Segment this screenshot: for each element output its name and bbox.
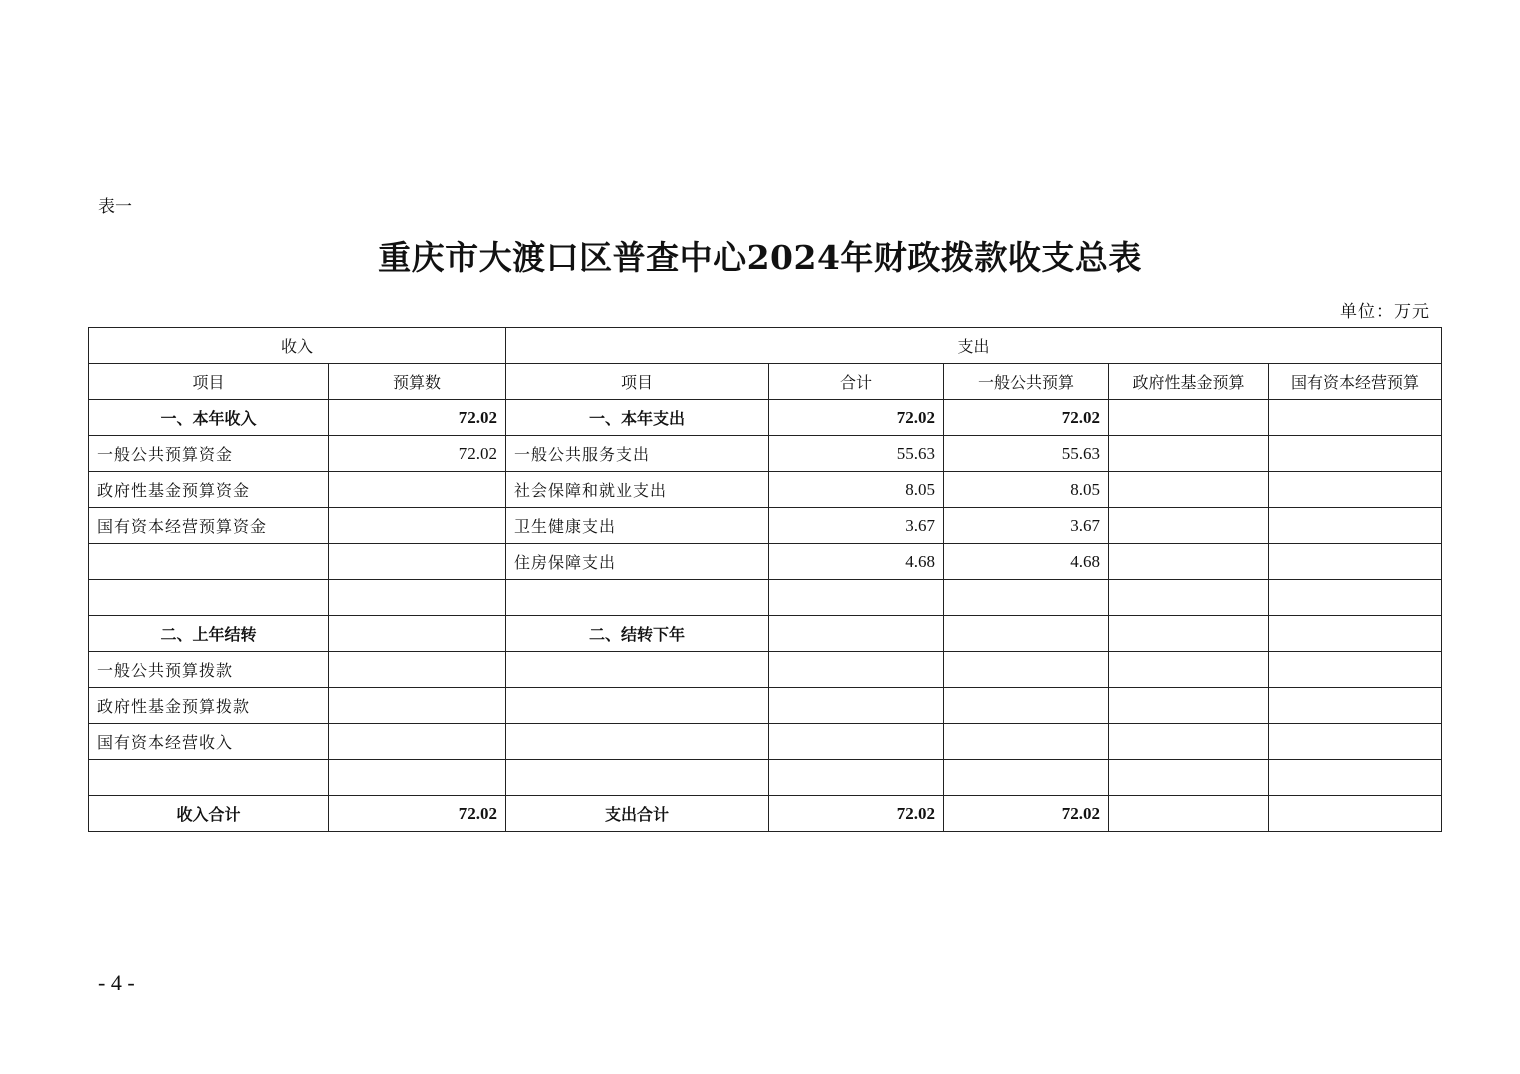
income-value-cell: [329, 472, 506, 508]
state-capital-cell: [1269, 796, 1442, 832]
state-capital-cell: [1269, 652, 1442, 688]
budget-header: 预算数: [329, 364, 506, 400]
income-value-cell: [329, 760, 506, 796]
general-budget-cell: 8.05: [944, 472, 1109, 508]
income-value-cell: [329, 724, 506, 760]
income-item-cell: [89, 544, 329, 580]
general-budget-cell: 55.63: [944, 436, 1109, 472]
state-capital-header: 国有资本经营预算: [1269, 364, 1442, 400]
income-item-cell: 国有资本经营收入: [89, 724, 329, 760]
total-cell: [769, 760, 944, 796]
gov-fund-cell: [1109, 508, 1269, 544]
page-number: - 4 -: [98, 970, 135, 995]
table-row: [89, 652, 1442, 688]
income-value-cell: [329, 544, 506, 580]
table-row: [89, 544, 1442, 580]
state-capital-cell: [1269, 472, 1442, 508]
state-capital-cell: [1269, 616, 1442, 652]
table-label: 表一: [98, 197, 132, 217]
header-row-group: [89, 328, 1442, 364]
income-item-cell: [89, 760, 329, 796]
state-capital-cell: [1269, 724, 1442, 760]
expense-item-cell: [506, 580, 769, 616]
expense-item-cell: 卫生健康支出: [506, 508, 769, 544]
gov-fund-cell: [1109, 796, 1269, 832]
general-budget-cell: 72.02: [944, 400, 1109, 436]
income-item-cell: 一般公共预算资金: [89, 436, 329, 472]
income-value-cell: [329, 688, 506, 724]
gov-fund-cell: [1109, 616, 1269, 652]
table-row: [89, 436, 1442, 472]
income-item-header: 项目: [89, 364, 329, 400]
total-cell: [769, 688, 944, 724]
income-value-cell: [329, 616, 506, 652]
expense-item-cell: 二、结转下年: [506, 616, 769, 652]
gov-fund-header: 政府性基金预算: [1109, 364, 1269, 400]
income-item-cell: 二、上年结转: [89, 616, 329, 652]
general-budget-cell: [944, 760, 1109, 796]
table-row: [89, 688, 1442, 724]
total-cell: 4.68: [769, 544, 944, 580]
income-value-cell: 72.02: [329, 796, 506, 832]
table-row: [89, 580, 1442, 616]
state-capital-cell: [1269, 544, 1442, 580]
expense-item-cell: [506, 760, 769, 796]
total-cell: 55.63: [769, 436, 944, 472]
gov-fund-cell: [1109, 400, 1269, 436]
expense-item-cell: 支出合计: [506, 796, 769, 832]
gov-fund-cell: [1109, 472, 1269, 508]
income-item-cell: 政府性基金预算拨款: [89, 688, 329, 724]
expense-item-cell: 社会保障和就业支出: [506, 472, 769, 508]
general-budget-cell: 3.67: [944, 508, 1109, 544]
page-title: 重庆市大渡口区普查中心2024年财政拨款收支总表: [378, 238, 1142, 277]
general-budget-cell: 4.68: [944, 544, 1109, 580]
expense-item-header: 项目: [506, 364, 769, 400]
total-cell: 8.05: [769, 472, 944, 508]
income-value-cell: [329, 652, 506, 688]
expense-item-cell: 一、本年支出: [506, 400, 769, 436]
general-budget-header: 一般公共预算: [944, 364, 1109, 400]
total-cell: [769, 580, 944, 616]
total-cell: [769, 652, 944, 688]
state-capital-cell: [1269, 580, 1442, 616]
expense-item-cell: [506, 652, 769, 688]
income-value-cell: 72.02: [329, 436, 506, 472]
general-budget-cell: [944, 580, 1109, 616]
general-budget-cell: [944, 616, 1109, 652]
general-budget-cell: 72.02: [944, 796, 1109, 832]
expense-item-cell: 一般公共服务支出: [506, 436, 769, 472]
income-item-cell: 一般公共预算拨款: [89, 652, 329, 688]
income-item-cell: [89, 580, 329, 616]
total-cell: 72.02: [769, 796, 944, 832]
budget-table: [88, 327, 1442, 832]
gov-fund-cell: [1109, 544, 1269, 580]
income-value-cell: [329, 580, 506, 616]
gov-fund-cell: [1109, 724, 1269, 760]
unit-label: 单位：万元: [1340, 302, 1430, 322]
header-row-columns: [89, 364, 1442, 400]
income-item-cell: 收入合计: [89, 796, 329, 832]
income-value-cell: 72.02: [329, 400, 506, 436]
total-cell: [769, 724, 944, 760]
gov-fund-cell: [1109, 652, 1269, 688]
general-budget-cell: [944, 688, 1109, 724]
state-capital-cell: [1269, 688, 1442, 724]
income-item-cell: 政府性基金预算资金: [89, 472, 329, 508]
total-cell: 3.67: [769, 508, 944, 544]
gov-fund-cell: [1109, 688, 1269, 724]
income-header: 收入: [89, 328, 506, 364]
table-row: [89, 616, 1442, 652]
total-header: 合计: [769, 364, 944, 400]
state-capital-cell: [1269, 508, 1442, 544]
total-cell: [769, 616, 944, 652]
state-capital-cell: [1269, 436, 1442, 472]
expense-item-cell: [506, 688, 769, 724]
total-cell: 72.02: [769, 400, 944, 436]
general-budget-cell: [944, 724, 1109, 760]
expense-item-cell: 住房保障支出: [506, 544, 769, 580]
gov-fund-cell: [1109, 436, 1269, 472]
general-budget-cell: [944, 652, 1109, 688]
expense-item-cell: [506, 724, 769, 760]
income-item-cell: 一、本年收入: [89, 400, 329, 436]
table-row: [89, 724, 1442, 760]
income-value-cell: [329, 508, 506, 544]
income-item-cell: 国有资本经营预算资金: [89, 508, 329, 544]
table-row: [89, 400, 1442, 436]
expense-header: 支出: [506, 328, 1442, 364]
state-capital-cell: [1269, 760, 1442, 796]
table-row: [89, 508, 1442, 544]
state-capital-cell: [1269, 400, 1442, 436]
table-row: [89, 472, 1442, 508]
table-row: [89, 796, 1442, 832]
table-row: [89, 760, 1442, 796]
gov-fund-cell: [1109, 760, 1269, 796]
gov-fund-cell: [1109, 580, 1269, 616]
